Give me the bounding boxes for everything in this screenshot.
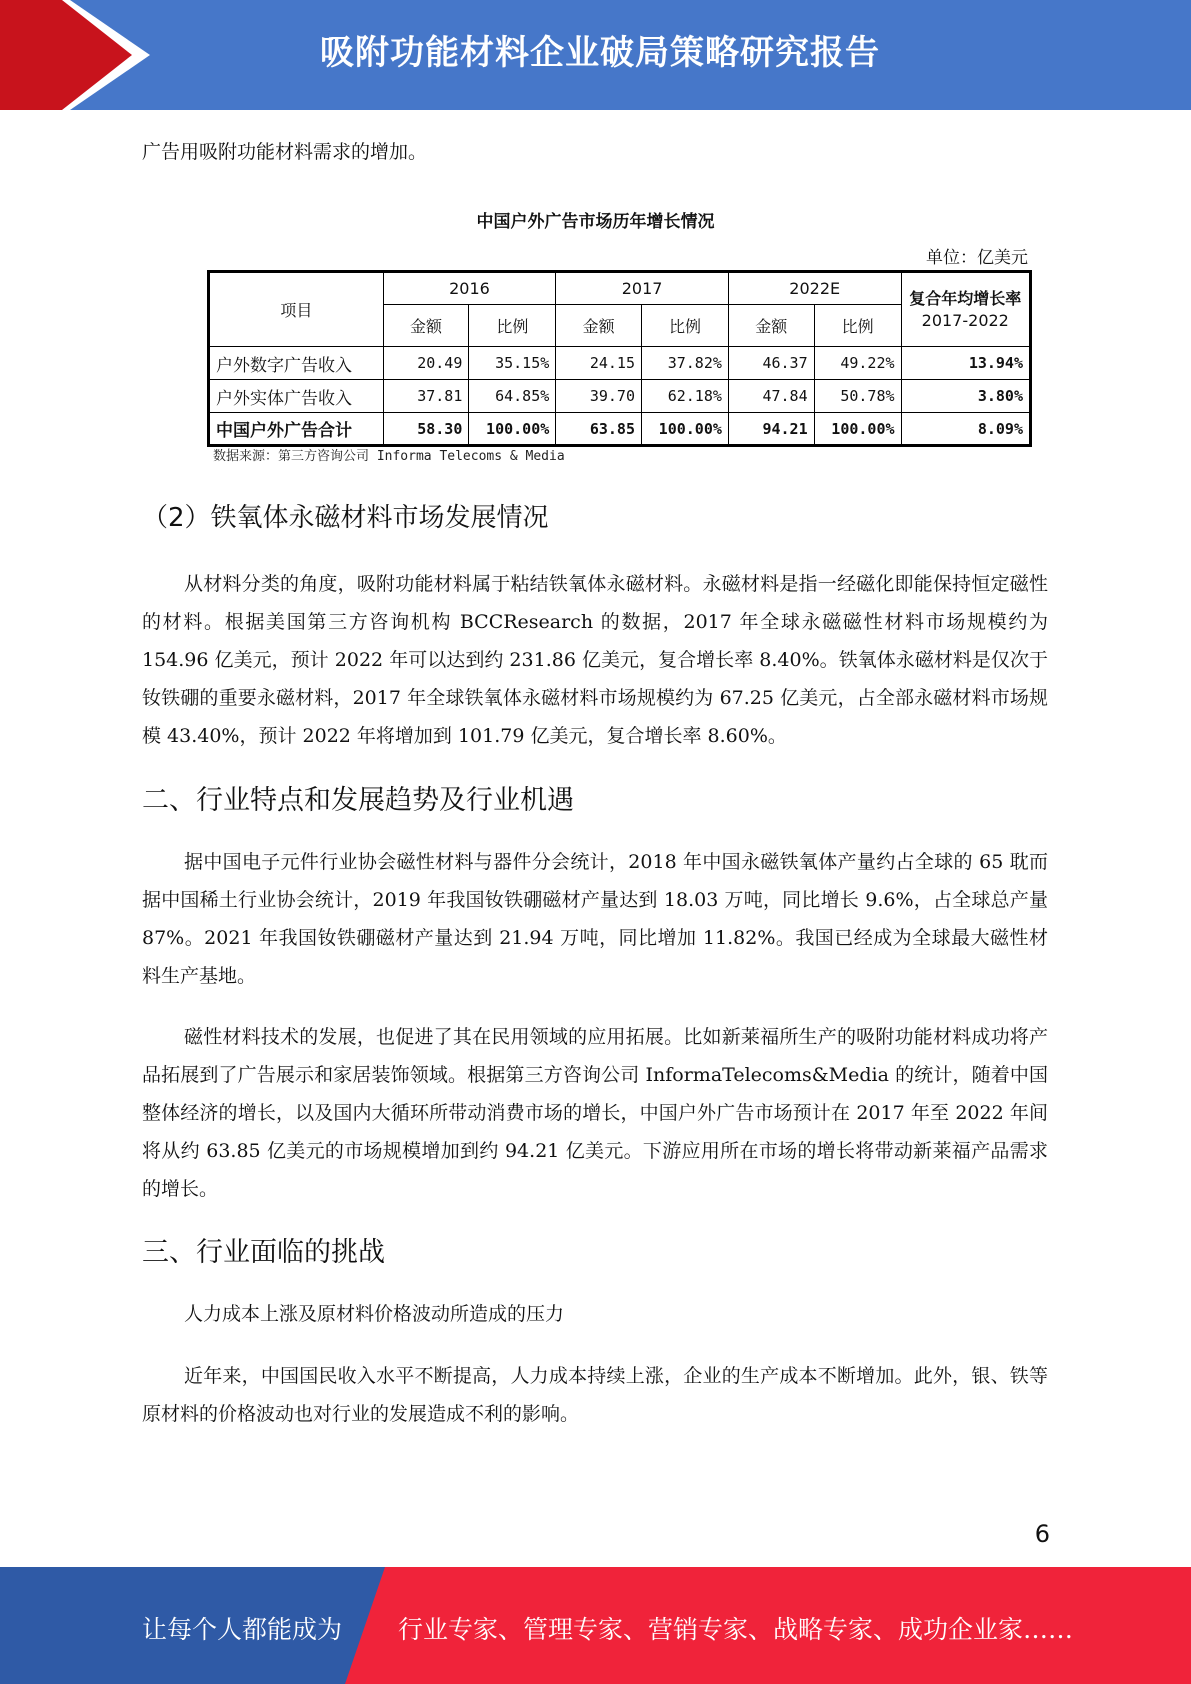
cell-ratio-2022e: 49.22% — [814, 347, 901, 380]
header-title: 吸附功能材料企业破局策略研究报告 — [320, 33, 880, 73]
row-label: 中国户外广告合计 — [209, 413, 384, 446]
footer-slogan-left: 让每个人都能成为 — [142, 1615, 343, 1644]
header-year-2017: 2017 — [556, 272, 729, 305]
header-cagr — [901, 272, 1030, 347]
cell-amount-2022e: 46.37 — [728, 347, 814, 380]
header-year-2016: 2016 — [383, 272, 556, 305]
table-unit: 单位：亿美元 — [926, 248, 1028, 268]
cell-amount-2016: 20.49 — [383, 347, 469, 380]
section-heading-ferrite: （2）铁氧体永磁材料市场发展情况 — [142, 503, 549, 533]
header-ratio: 比例 — [814, 305, 901, 347]
intro-line: 广告用吸附功能材料需求的增加。 — [142, 141, 428, 163]
paragraph-ferrite: 从材料分类的角度，吸附功能材料属于粘结铁氧体永磁材料。永磁材料是指一经磁化即能保持恒定磁性的材料。根据美国第三方咨询机构 BCCResearch 的数据，2017 年全球永磁磁性材料市场规模约为 154.96 亿美元，预计 2022 年可以达到约 231.86 亿美元，复合增长率 8.40%。铁氧体永磁材料是仅次于钕铁硼的重要永磁材料，2017 年全球铁氧体永磁材料市场规模约为 67.25 亿美元，占全部永磁材料市场规模 43.40%，预计 2022 年将增加到 101.79 亿美元，复合增长率 8.60%。 — [142, 573, 1048, 747]
cell-ratio-2017: 62.18% — [642, 380, 729, 413]
cell-amount-2022e: 94.21 — [728, 413, 814, 446]
section-heading-trends: 二、行业特点和发展趋势及行业机遇 — [142, 785, 574, 816]
table-row-total — [209, 413, 1031, 446]
header-amount: 金额 — [556, 305, 642, 347]
table-row — [209, 380, 1031, 413]
cell-cagr: 8.09% — [901, 413, 1030, 446]
header-amount: 金额 — [728, 305, 814, 347]
header-year-2022e: 2022E — [728, 272, 901, 305]
cell-ratio-2017: 100.00% — [642, 413, 729, 446]
paragraph-trends-2: 磁性材料技术的发展，也促进了其在民用领域的应用拓展。比如新莱福所生产的吸附功能材料成功将产品拓展到了广告展示和家居装饰领域。根据第三方咨询公司 InformaTelecoms&Media 的统计，随着中国整体经济的增长，以及国内大循环所带动消费市场的增长，中国户外广告市场预计在 2017 年至 2022 年间将从约 63.85 亿美元的市场规模增加到约 94.21 亿美元。下游应用所在市场的增长将带动新莱福产品需求的增长。 — [142, 1026, 1048, 1200]
page-header — [0, 0, 1191, 110]
cell-ratio-2016: 64.85% — [469, 380, 556, 413]
cell-cagr: 13.94% — [901, 347, 1030, 380]
header-ratio: 比例 — [469, 305, 556, 347]
row-label: 户外实体广告收入 — [209, 380, 384, 413]
table-source: 数据来源：第三方咨询公司 Informa Telecoms & Media — [213, 449, 565, 464]
header-item: 项目 — [209, 272, 384, 347]
footer-slogan-right: 行业专家、管理专家、营销专家、战略专家、成功企业家…… — [398, 1615, 1074, 1644]
paragraph-challenges: 近年来，中国国民收入水平不断提高，人力成本持续上涨，企业的生产成本不断增加。此外，银、铁等原材料的价格波动也对行业的发展造成不利的影响。 — [142, 1365, 1048, 1425]
market-growth-table — [207, 270, 1032, 447]
row-label: 户外数字广告收入 — [209, 347, 384, 380]
paragraph-trends-1: 据中国电子元件行业协会磁性材料与器件分会统计，2018 年中国永磁铁氧体产量约占全球的 65 耽而据中国稀土行业协会统计，2019 年我国钕铁硼磁材产量达到 18.03 万吨，同比增长 9.6%，占全球总产量 87%。2021 年我国钕铁硼磁材产量达到 21.94 万吨，同比增加 11.82%。我国已经成为全球最大磁性材料生产基地。 — [142, 851, 1048, 987]
cell-amount-2022e: 47.84 — [728, 380, 814, 413]
cell-ratio-2016: 100.00% — [469, 413, 556, 446]
header-ratio: 比例 — [642, 305, 729, 347]
header-amount: 金额 — [383, 305, 469, 347]
section-heading-challenges: 三、行业面临的挑战 — [142, 1237, 385, 1268]
cell-amount-2017: 24.15 — [556, 347, 642, 380]
cell-cagr: 3.80% — [901, 380, 1030, 413]
cell-amount-2016: 37.81 — [383, 380, 469, 413]
subheading-challenges: 人力成本上涨及原材料价格波动所造成的压力 — [184, 1303, 565, 1325]
page-number: 6 — [1034, 1520, 1050, 1548]
table-caption: 中国户外广告市场历年增长情况 — [476, 212, 715, 232]
header-arrow-decoration — [0, 0, 160, 110]
cell-ratio-2016: 35.15% — [469, 347, 556, 380]
cell-amount-2017: 39.70 — [556, 380, 642, 413]
cell-ratio-2022e: 50.78% — [814, 380, 901, 413]
header-cagr-period: 2017-2022 — [921, 310, 1009, 330]
cell-amount-2017: 63.85 — [556, 413, 642, 446]
table-row — [209, 347, 1031, 380]
cell-ratio-2017: 37.82% — [642, 347, 729, 380]
cell-amount-2016: 58.30 — [383, 413, 469, 446]
cell-ratio-2022e: 100.00% — [814, 413, 901, 446]
header-cagr-label: 复合年均增长率 — [909, 288, 1022, 308]
